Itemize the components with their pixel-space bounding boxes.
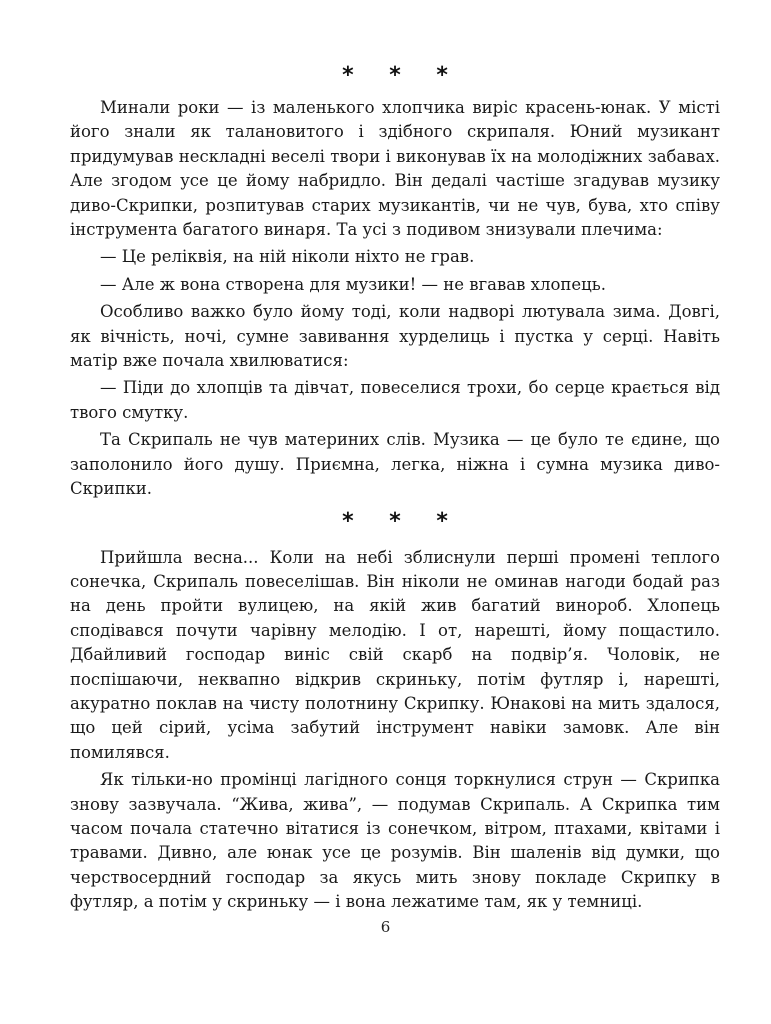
paragraph: Та Скрипаль не чув материних слів. Музика — це було те єдине, що заполонило його душу. Приємна, легка, ніжна і сумна музика диво-Скрипки. <box>70 430 720 499</box>
section-divider: * * * <box>342 508 462 534</box>
paragraph: Минали роки — із маленького хлопчика виріс красень-юнак. У місті його знали як талановитого і здібного скрипаля. Юний музикант придумував нескладні веселі твори і виконував їх на молодіжних забавах. Але згодом усе це йому набридло. Він дедалі частіше згадував музику диво-Скрипки, розпитував старих музикантів, чи не чув, бува, хто співу інструмента багатого винаря. Та усі з подивом знизували плечима: <box>70 98 720 240</box>
page-number: 6 <box>380 918 391 936</box>
paragraph: Прийшла весна... Коли на небі зблиснули перші промені теплого сонечка, Скрипаль повеселішав. Він ніколи не оминав нагоди бодай раз на день пройти вулицею, на якій жив багатий винороб. Хлопець сподівався почути чарівну мелодію. І от, нарешті, йому пощастило. Дбайливий господар виніс свій скарб на подвір’я. Чоловік, не поспішаючи, неквапно відкрив скриньку, потім футляр і, нарешті, акуратно поклав на чисту полотнину Скрипку. Юнакові на мить здалося, що цей сірий, усіма забутий інструмент навіки замовк. Але він помилявся. <box>70 547 720 762</box>
dialogue-line: — Це реліквія, на ній ніколи ніхто не грав. <box>100 247 475 267</box>
section-divider: * * * <box>342 63 462 88</box>
paragraph: Особливо важко було йому тоді, коли надворі лютувала зима. Довгі, як вічність, ночі, сумне завивання хурделиць і пустка у серці. Навіть матір вже почала хвилюватися: <box>70 302 720 371</box>
dialogue-line: — Піди до хлопців та дівчат, повеселися трохи, бо серце крається від твого смутку. <box>70 378 720 422</box>
paragraph: Як тільки-но промінці лагідного сонця торкнулися струн — Скрипка знову зазвучала. “Жива, жива”, — подумав Скрипаль. А Скрипка тим часом почала статечно вітатися із сонечком, вітром, птахами, квітами і травами. Дивно, але юнак усе це розумів. Він шаленів від думки, що черствосердний господар за якусь мить знову покладе Скрипку в футляр, а потім у скриньку — і вона лежатиме там, як у темниці. <box>70 770 720 912</box>
dialogue-line: — Але ж вона створена для музики! — не вгавав хлопець. <box>100 274 606 294</box>
story-text <box>70 62 720 918</box>
